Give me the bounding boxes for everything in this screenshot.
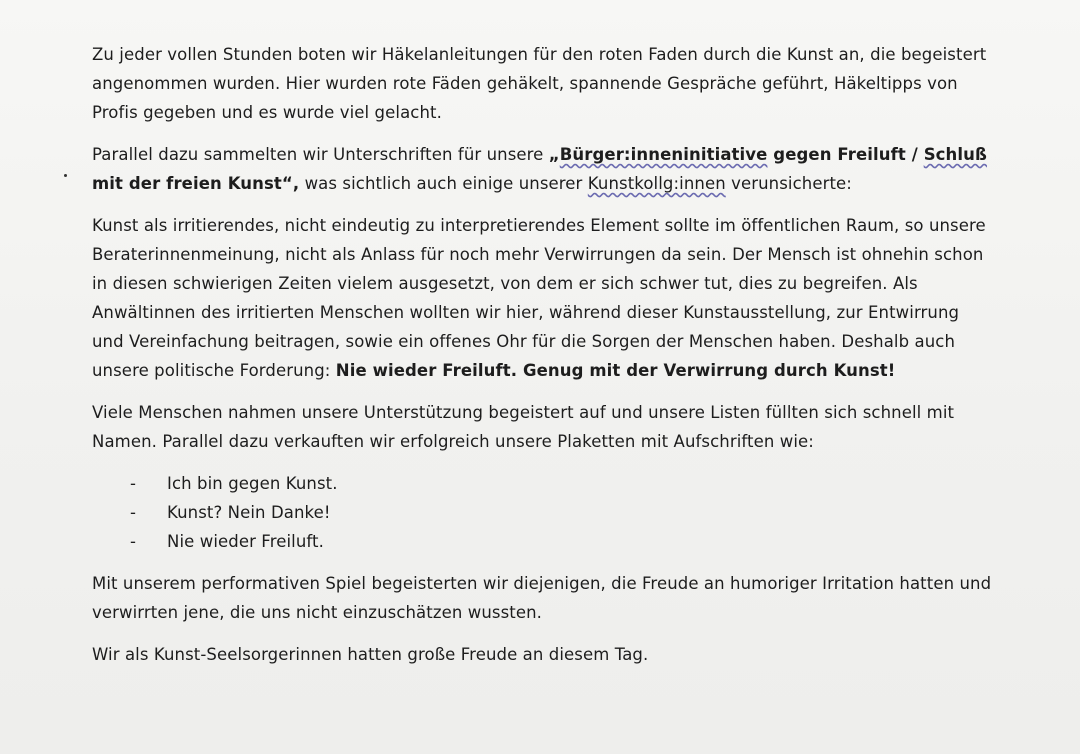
- initiative-title: „Bürger:inneninitiative gegen Freiluft / Schluß mit der freien Kunst“,: [92, 145, 987, 193]
- paragraph-performance: Mit unserem performativen Spiel begeisterten wir diejenigen, die Freude an humoriger Irritation hatten und verwirrten jene, die uns nicht einzuschätzen wussten.: [92, 574, 992, 622]
- initiative-word-citizens: Bürger:inneninitiative: [559, 145, 768, 164]
- list-item: [92, 469, 992, 498]
- art-counsel-text: Kunst als irritierendes, nicht eindeutig zu interpretierendes Element sollte im öffentlichen Raum, so unsere Beraterinnenmeinung, nicht als Anlass für noch mehr Verwirrungen da sein. Der Mensch ist ohnehin schon in diesen schwierigen Zeiten vielem ausgesetzt, von dem er sich schwer tut, dies zu begreifen. Als Anwältinnen des irritierten Menschen wollten wir hier, während dieser Kunstausstellung, zur Entwirrung und Vereinfachung beitragen, sowie ein offenes Ohr für die Sorgen der Menschen haben. Deshalb auch unsere politische Forderung:: [92, 216, 986, 380]
- paragraph-support: Viele Menschen nahmen unsere Unterstützung begeistert auf und unsere Listen füllten sich schnell mit Namen. Parallel dazu verkauften wir erfolgreich unsere Plaketten mit Aufschriften wie:: [92, 403, 955, 451]
- political-demand: Nie wieder Freiluft. Genug mit der Verwirrung durch Kunst!: [335, 361, 896, 380]
- list-item-text: Kunst? Nein Danke!: [167, 503, 331, 522]
- dash-bullet: -: [130, 503, 137, 522]
- list-item: [92, 527, 992, 556]
- badge-slogan-list: [92, 469, 992, 556]
- dash-bullet: -: [130, 532, 137, 551]
- list-item: [92, 498, 992, 527]
- signatures-lead: Parallel dazu sammelten wir Unterschriften für unsere: [92, 145, 549, 164]
- paragraph-crochet: Zu jeder vollen Stunden boten wir Häkelanleitungen für den roten Faden durch die Kunst an, die begeistert angenommen wurden. Hier wurden rote Fäden gehäkelt, spannende Gespräche geführt, Häkeltipps von Profis gegeben und es wurde viel gelacht.: [92, 45, 987, 122]
- paragraph-closing: Wir als Kunst-Seelsorgerinnen hatten große Freude an diesem Tag.: [92, 645, 649, 664]
- list-item-text: Nie wieder Freiluft.: [167, 532, 324, 551]
- paragraph-art-counsel: [92, 211, 992, 385]
- colleagues-word: Kunstkollg:innen: [587, 174, 726, 193]
- dash-bullet: -: [130, 474, 137, 493]
- paragraph-signatures: Parallel dazu sammelten wir Unterschriften für unsere „Bürger:inneninitiative gegen Freiluft / Schluß mit der freien Kunst“, was sichtlich auch einige unserer Kunstkollg:innen verunsicherte:: [92, 145, 987, 193]
- initiative-word-schluss: Schluß: [923, 145, 987, 164]
- stray-dot-mark: [64, 174, 67, 177]
- document-page: [92, 40, 992, 682]
- list-item-text: Ich bin gegen Kunst.: [167, 474, 338, 493]
